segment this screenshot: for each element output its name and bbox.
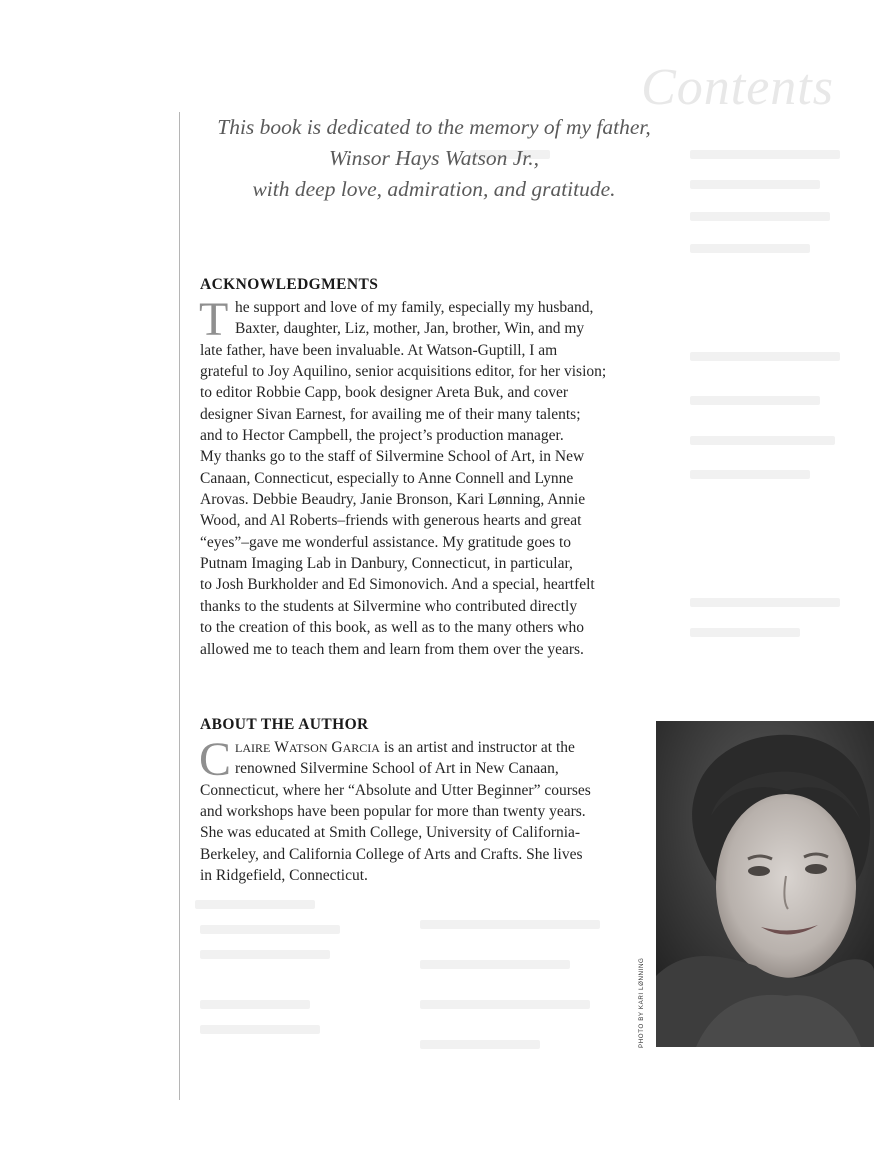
photo-credit: PHOTO BY KARI LØNNING xyxy=(638,957,645,1048)
about-author-text xyxy=(199,733,662,886)
text-line: “eyes”–gave me wonderful assistance. My gratitude goes to xyxy=(200,533,572,551)
text-line xyxy=(200,737,662,758)
author-name-small-caps: ARCIA xyxy=(342,741,380,755)
text-line: designer Sivan Earnest, for availing me of their many talents; xyxy=(200,405,581,423)
text-line: allowed me to teach them and learn from them over the years. xyxy=(200,640,584,658)
text-line: grateful to Joy Aquilino, senior acquisitions editor, for her vision; xyxy=(200,363,607,381)
dedication-line: with deep love, admiration, and gratitude. xyxy=(252,177,616,201)
text-line: Canaan, Connecticut, especially to Anne Connell and Lynne xyxy=(200,469,574,487)
text-line: Putnam Imaging Lab in Danbury, Connecticut, in particular, xyxy=(200,555,573,573)
dedication-line: This book is dedicated to the memory of my father, xyxy=(217,115,651,139)
text-line: to the creation of this book, as well as to the many others who xyxy=(200,619,584,637)
text-line: She was educated at Smith College, University of California- xyxy=(200,824,581,842)
text-line: he support and love of my family, especially my husband, xyxy=(235,299,594,316)
text-fragment: is an artist and instructor at the xyxy=(379,739,575,756)
author-photo xyxy=(656,721,874,1047)
text-line: in Ridgefield, Connecticut. xyxy=(200,867,368,885)
text-line: My thanks go to the staff of Silvermine School of Art, in New xyxy=(200,448,585,466)
text-line: renowned Silvermine School of Art in New Canaan, xyxy=(235,760,559,778)
acknowledgments-heading: ACKNOWLEDGMENTS xyxy=(200,276,379,293)
text-line: Arovas. Debbie Beaudry, Janie Bronson, Kari Lønning, Annie xyxy=(200,491,586,509)
vertical-rule xyxy=(179,112,180,1100)
about-author-heading: ABOUT THE AUTHOR xyxy=(200,716,369,733)
text-line: to editor Robbie Capp, book designer Areta Buk, and cover xyxy=(200,384,569,402)
text-line: to Josh Burkholder and Ed Simonovich. And a special, heartfelt xyxy=(200,576,595,594)
text-line: Wood, and Al Roberts–friends with generous hearts and great xyxy=(200,512,582,530)
text-line: late father, have been invaluable. At Watson-Guptill, I am xyxy=(200,341,558,359)
dedication xyxy=(190,112,678,205)
text-line: and workshops have been popular for more than twenty years. xyxy=(200,803,586,821)
dedication-line: Winsor Hays Watson Jr., xyxy=(328,146,540,170)
text-line: Connecticut, where her “Absolute and Utter Beginner” courses xyxy=(200,781,591,799)
author-name-small-caps: ATSON xyxy=(288,741,328,755)
about-dropcap: C xyxy=(199,733,232,786)
text-line: and to Hector Campbell, the project’s production manager. xyxy=(200,427,564,445)
acknowledgments-dropcap: T xyxy=(199,293,229,346)
author-portrait-image xyxy=(656,721,874,1047)
author-name-initial: G xyxy=(331,739,343,756)
acknowledgments-text xyxy=(199,293,662,660)
author-name-initial: W xyxy=(274,739,289,756)
text-line: Baxter, daughter, Liz, mother, Jan, brother, Win, and my xyxy=(235,320,585,338)
text-line: Berkeley, and California College of Arts and Crafts. She lives xyxy=(200,845,583,863)
author-name-small-caps: LAIRE xyxy=(235,741,271,755)
show-through-ghost-title: Contents xyxy=(641,59,834,116)
text-line: thanks to the students at Silvermine who contributed directly xyxy=(200,597,578,615)
